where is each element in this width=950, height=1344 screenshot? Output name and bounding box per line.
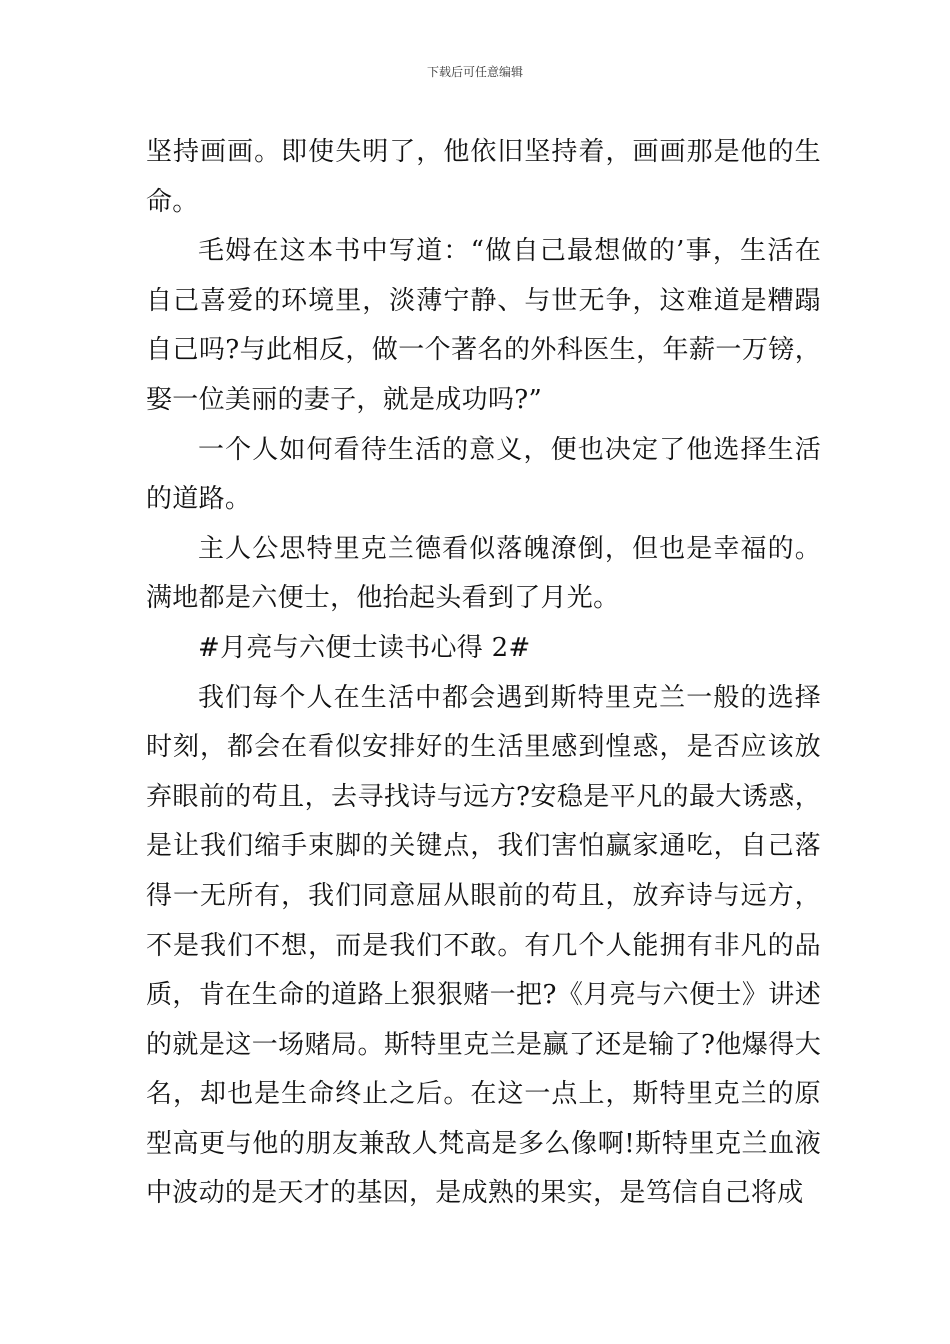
body-text xyxy=(146,128,821,1219)
page-header: 下载后可任意编辑 xyxy=(426,65,523,79)
paragraph-5: 我们每个人在生活中都会遇到斯特里克兰一般的选择时刻，都会在看似安排好的生活里感到惶惑，是否应该放弃眼前的苟且，去寻找诗与远方?安稳是平凡的最大诱惑，是让我们缩手束脚的关键点，我们害怕赢家通吃，自己落得一无所有，我们同意屈从眼前的苟且，放弃诗与远方，不是我们不想，而是我们不敢。有几个人能拥有非凡的品质，肯在生命的道路上狠狠赌一把?《月亮与六便士》讲述的就是这一场赌局。斯特里克兰是赢了还是输了?他爆得大名，却也是生命终止之后。在这一点上，斯特里克兰的原型高更与他的朋友兼敌人梵高是多么像啊!斯特里克兰血液中波动的是天才的基因，是成熟的果实，是笃信自己将成 xyxy=(146,682,821,1209)
paragraph-1: 坚持画画。即使失明了，他依旧坚持着，画画那是他的生命。 xyxy=(146,137,821,217)
paragraph-2: 毛姆在这本书中写道：“做自己最想做的’事，生活在自己喜爱的环境里，淡薄宁静、与世无争，这难道是糟蹋自己吗?与此相反，做一个著名的外科医生，年薪一万镑，娶一位美丽的妻子，就是成功吗?” xyxy=(146,236,821,415)
paragraph-3: 一个人如何看待生活的意义，便也决定了他选择生活的道路。 xyxy=(146,434,821,515)
paragraph-4: 主人公思特里克兰德看似落魄潦倒，但也是幸福的。满地都是六便士，他抬起头看到了月光。 xyxy=(146,533,821,614)
section-heading: #月亮与六便士读书心得 2# xyxy=(198,632,531,663)
